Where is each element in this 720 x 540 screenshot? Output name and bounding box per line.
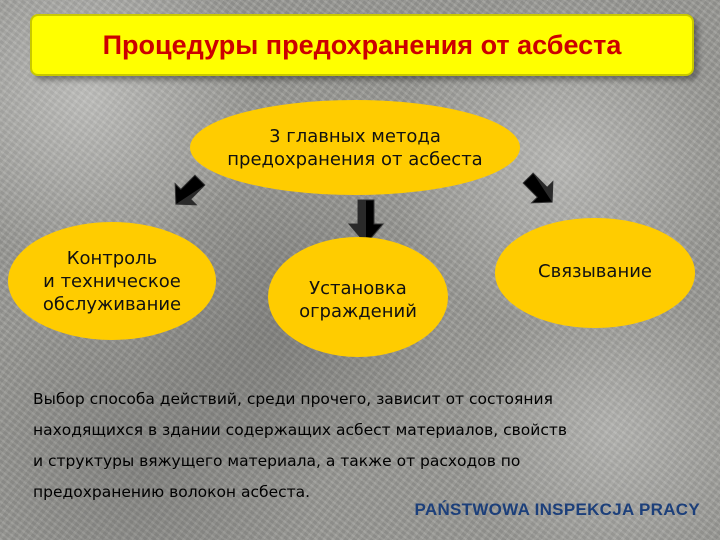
arrow-right-icon bbox=[508, 158, 568, 218]
explanation-paragraph: Выбор способа действий, среди прочего, зависит от состояния находящихся в здании содержащих асбест материалов, свойств и структуры вяжущего материала, а также от расходов по предохранению волокон асбеста. bbox=[33, 390, 568, 501]
pip-logo bbox=[400, 488, 700, 532]
control-maintenance-ellipse bbox=[8, 222, 216, 340]
enclosure-ellipse bbox=[268, 237, 448, 357]
arrow-left-icon bbox=[160, 160, 220, 220]
encapsulation-label: Связывание bbox=[538, 261, 652, 282]
main-methods-ellipse bbox=[190, 100, 520, 195]
pip-logo-text: PAŃSTWOWA INSPEKCJA PRACY bbox=[414, 500, 700, 519]
title-banner bbox=[30, 14, 694, 76]
main-methods-label: 3 главных метода предохранения от асбеста bbox=[227, 125, 483, 170]
enclosure-label: Установка ограждений bbox=[299, 278, 417, 322]
page-title: Процедуры предохранения от асбеста bbox=[102, 29, 622, 60]
encapsulation-ellipse bbox=[495, 218, 695, 328]
control-maintenance-label: Контроль и техническое обслуживание bbox=[42, 247, 182, 315]
